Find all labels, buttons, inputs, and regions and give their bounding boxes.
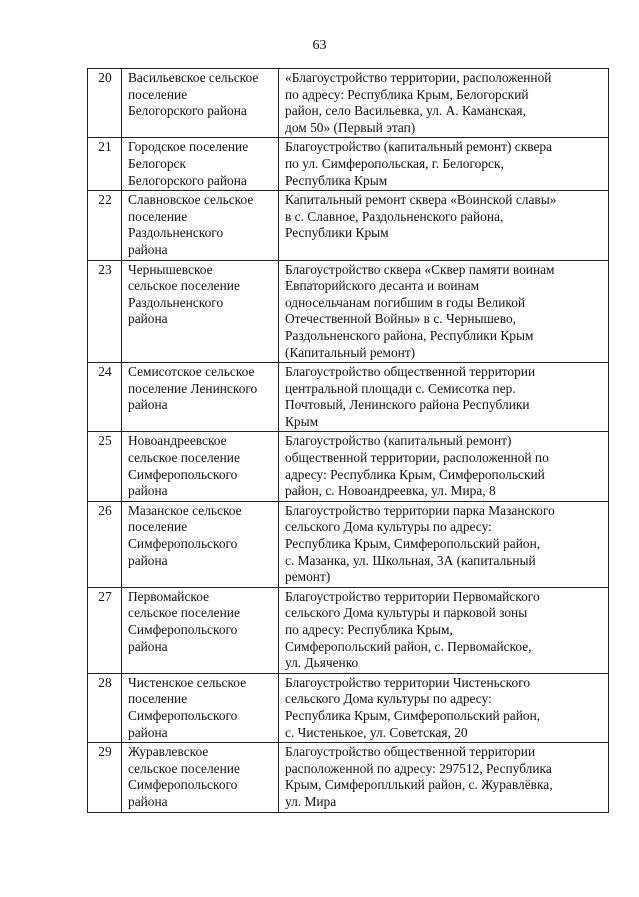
settlement-cell <box>122 191 279 260</box>
settlement-line: Новоандреевское <box>128 433 227 449</box>
project-line: односельчанам погибшим в годы Великой <box>285 294 526 310</box>
settlement-line: сельское поселение <box>128 605 240 621</box>
project-line: Благоустройство территории Чистеньского <box>285 674 531 690</box>
settlement-cell <box>122 673 279 742</box>
project-line: Отечественной Войны» в с. Чернышево, <box>285 311 517 327</box>
project-line: по адресу: Республика Крым, <box>285 622 453 637</box>
settlement-line: Белогорского района <box>128 172 247 188</box>
row-number: 25 <box>88 432 122 501</box>
settlement-line: Городское поселение <box>128 139 249 155</box>
settlement-line: Чернышевское <box>128 261 213 277</box>
project-cell <box>279 138 609 191</box>
project-line: район, с. Новоандреевка, ул. Мира, 8 <box>285 483 496 499</box>
row-number: 26 <box>88 501 122 587</box>
project-cell <box>279 191 609 260</box>
table-row <box>88 673 609 742</box>
table-row <box>88 501 609 587</box>
settlement-line: района <box>128 638 168 654</box>
project-line: Благоустройство общественной территории <box>285 744 536 760</box>
project-line: ул. Мира <box>285 793 337 809</box>
settlement-cell <box>122 138 279 191</box>
project-cell <box>279 501 609 587</box>
row-number: 20 <box>88 69 122 138</box>
settlement-line: Симферопольского <box>128 707 238 723</box>
project-line: Капитальный ремонт сквера «Воинской славы» <box>285 192 557 208</box>
row-number: 22 <box>88 191 122 260</box>
project-line: общественной территории, расположенной по <box>285 450 549 466</box>
settlement-line: района <box>128 793 168 809</box>
settlement-line: сельское поселение <box>128 760 240 776</box>
settlement-cell <box>122 743 279 812</box>
project-line: Благоустройство территории парка Мазанского <box>285 502 555 518</box>
row-number: 29 <box>88 743 122 812</box>
settlement-line: Белогорск <box>128 155 187 171</box>
settlement-line: сельское поселение <box>128 450 240 466</box>
project-line: дом 50» (Первый этап) <box>285 119 416 135</box>
settlement-line: Симферопольского <box>128 622 238 637</box>
settlement-line: Симферопольского <box>128 536 238 552</box>
project-cell <box>279 432 609 501</box>
settlement-line: Первомайское <box>128 588 210 604</box>
settlement-line: района <box>128 241 168 257</box>
settlement-line: Чистенское сельское <box>128 674 247 690</box>
project-line: центральной площади с. Семисотка пер. <box>285 380 516 396</box>
project-line: Республика Крым <box>285 172 388 188</box>
project-line: Республика Крым, Симферопольский район, <box>285 707 541 723</box>
project-line: с. Мазанка, ул. Школьная, 3А (капитальный <box>285 552 536 568</box>
settlement-line: района <box>128 397 168 413</box>
settlement-line: Семисотское сельское <box>128 364 255 380</box>
table-row <box>88 191 609 260</box>
row-number: 28 <box>88 673 122 742</box>
project-line: Евпаторийского десанта и воинам <box>285 278 480 294</box>
settlement-line: поселение <box>128 208 188 224</box>
project-line: Республики Крым <box>285 225 389 241</box>
project-line: по ул. Симферопольская, г. Белогорск, <box>285 155 504 171</box>
project-line: сельского Дома культуры по адресу: <box>285 691 492 707</box>
settlement-line: района <box>128 724 168 740</box>
settlement-line: района <box>128 311 168 327</box>
project-line: Симферопольский район, с. Первомайское, <box>285 638 532 654</box>
settlement-line: Симферопольского <box>128 777 238 793</box>
project-cell <box>279 587 609 673</box>
project-line: Благоустройство территории Первомайского <box>285 588 540 604</box>
settlement-line: Журавлевское <box>128 744 209 760</box>
settlement-line: Славновское сельское <box>128 192 254 208</box>
project-line: «Благоустройство территории, расположенной <box>285 70 552 85</box>
settlement-cell <box>122 432 279 501</box>
project-line: сельского Дома культуры по адресу: <box>285 519 492 535</box>
settlement-line: Раздольненского <box>128 294 224 310</box>
settlement-line: поселение Ленинского <box>128 380 258 396</box>
project-line: Почтовый, Ленинского района Республики <box>285 397 530 413</box>
row-number: 27 <box>88 587 122 673</box>
project-line: Республика Крым, Симферопольский район, <box>285 536 541 552</box>
project-line: расположенной по адресу: 297512, Республика <box>285 760 552 776</box>
project-line: по адресу: Республика Крым, Белогорский <box>285 86 529 102</box>
project-line: Крым, Симферопллький район, с. Журавлёвка, <box>285 777 553 793</box>
table-body <box>88 69 609 813</box>
settlement-cell <box>122 363 279 432</box>
project-line: Благоустройство общественной территории <box>285 364 536 380</box>
table-row <box>88 363 609 432</box>
settlement-cell <box>122 260 279 363</box>
project-line: Благоустройство (капитальный ремонт) <box>285 433 512 449</box>
row-number: 24 <box>88 363 122 432</box>
settlement-line: поселение <box>128 86 188 102</box>
project-cell <box>279 363 609 432</box>
project-line: ул. Дьяченко <box>285 655 359 671</box>
project-line: Благоустройство сквера «Сквер памяти воинам <box>285 261 555 277</box>
project-cell <box>279 743 609 812</box>
project-line: ремонт) <box>285 569 331 585</box>
settlement-line: Белогорского района <box>128 103 247 119</box>
settlement-line: Васильевское сельское <box>128 70 259 85</box>
settlement-line: сельское поселение <box>128 278 240 294</box>
row-number: 21 <box>88 138 122 191</box>
settlement-line: поселение <box>128 691 188 707</box>
project-line: Раздольненского района, Республики Крым <box>285 327 534 343</box>
project-cell <box>279 673 609 742</box>
project-line: адресу: Республика Крым, Симферопольский <box>285 466 545 482</box>
project-cell <box>279 260 609 363</box>
settlements-table <box>87 68 609 813</box>
table-row <box>88 432 609 501</box>
table-row <box>88 260 609 363</box>
project-line: Крым <box>285 413 319 429</box>
row-number: 23 <box>88 260 122 363</box>
table-row <box>88 587 609 673</box>
settlement-cell <box>122 69 279 138</box>
settlement-line: Раздольненского <box>128 225 224 241</box>
project-line: Благоустройство (капитальный ремонт) сквера <box>285 139 553 155</box>
page-number: 63 <box>312 38 327 53</box>
settlement-line: поселение <box>128 519 188 535</box>
project-line: с. Чистенькое, ул. Советская, 20 <box>285 724 468 740</box>
table-row <box>88 743 609 812</box>
settlement-line: Мазанское сельское <box>128 502 242 518</box>
table-row <box>88 69 609 138</box>
project-line: (Капитальный ремонт) <box>285 344 416 360</box>
project-line: сельского Дома культуры и парковой зоны <box>285 605 528 621</box>
project-line: в с. Славное, Раздольненского района, <box>285 208 504 224</box>
table-row <box>88 138 609 191</box>
settlement-cell <box>122 501 279 587</box>
settlement-line: района <box>128 483 168 499</box>
settlement-line: Симферопольского <box>128 466 238 482</box>
settlement-line: района <box>128 552 168 568</box>
project-line: район, село Васильевка, ул. А. Каманская, <box>285 103 526 119</box>
settlement-cell <box>122 587 279 673</box>
project-cell <box>279 69 609 138</box>
